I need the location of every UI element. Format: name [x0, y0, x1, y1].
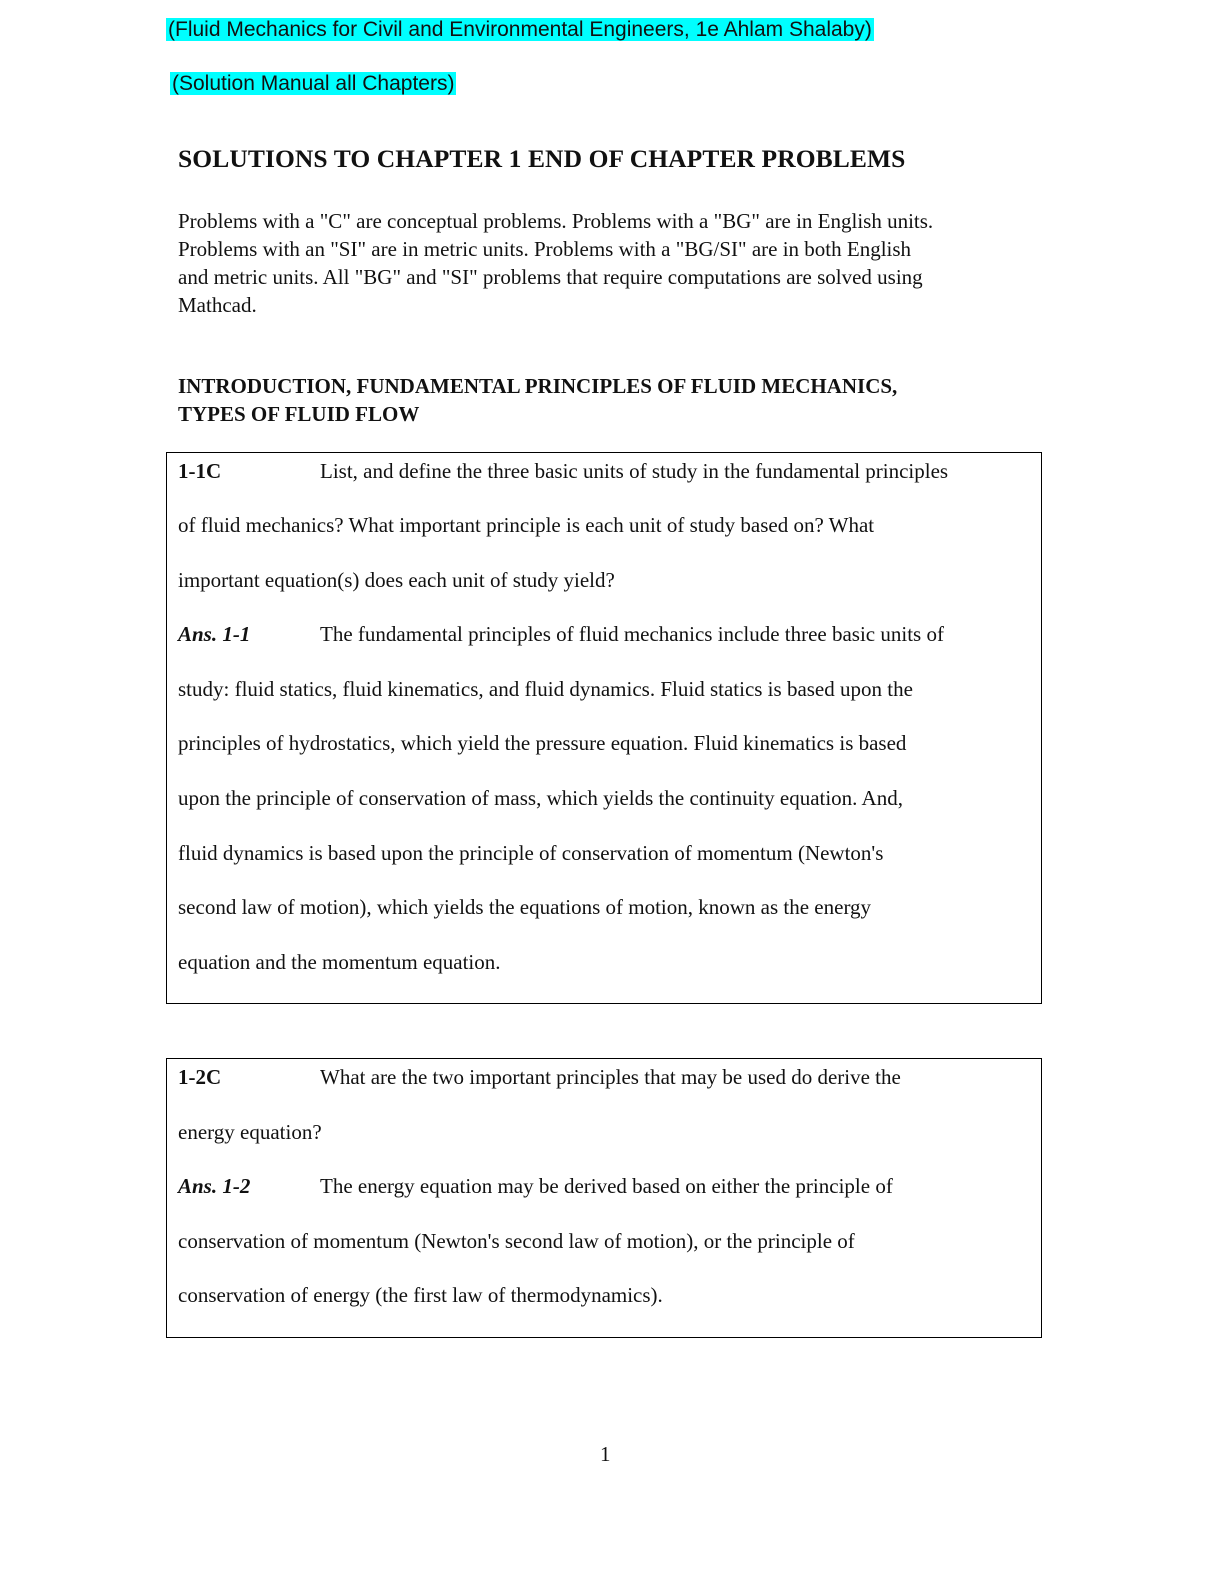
answer-line: equation and the momentum equation.	[178, 950, 501, 974]
intro-paragraph	[178, 207, 1058, 319]
problem-question-line	[178, 457, 948, 485]
answer-line: second law of motion), which yields the equations of motion, known as the energy	[178, 895, 872, 919]
page-number: 1	[600, 1442, 611, 1466]
answer-line: conservation of energy (the first law of thermodynamics).	[178, 1283, 663, 1307]
problem-question-line: energy equation?	[178, 1120, 322, 1144]
problem-box-1-2c	[166, 1058, 1042, 1338]
section-heading-line: INTRODUCTION, FUNDAMENTAL PRINCIPLES OF FLUID MECHANICS,	[178, 374, 898, 398]
answer-line: study: fluid statics, fluid kinematics, and fluid dynamics. Fluid statics is based upon the	[178, 677, 913, 701]
problem-box-1-1c	[166, 452, 1042, 1004]
header-highlight-subtitle	[170, 71, 456, 97]
problem-question-line: of fluid mechanics? What important principle is each unit of study based on? What	[178, 513, 875, 537]
header-highlight-title-text: (Fluid Mechanics for Civil and Environmental Engineers, 1e Ahlam Shalaby)	[168, 18, 872, 41]
answer-line	[178, 1172, 893, 1200]
answer-line: principles of hydrostatics, which yield the pressure equation. Fluid kinematics is based	[178, 731, 907, 755]
answer-text: The energy equation may be derived based on either the principle of	[320, 1174, 893, 1198]
intro-line: Problems with a "C" are conceptual problems. Problems with a "BG" are in English units.	[178, 209, 934, 233]
intro-line: Problems with an "SI" are in metric units. Problems with a "BG/SI" are in both English	[178, 237, 912, 261]
intro-line: Mathcad.	[178, 293, 257, 317]
answer-label: Ans. 1-1	[178, 622, 251, 646]
intro-line: and metric units. All "BG" and "SI" problems that require computations are solved using	[178, 265, 923, 289]
answer-label: Ans. 1-2	[178, 1174, 251, 1198]
answer-line: upon the principle of conservation of mass, which yields the continuity equation. And,	[178, 786, 903, 810]
answer-line: fluid dynamics is based upon the principle of conservation of momentum (Newton's	[178, 841, 884, 865]
problem-id: 1-2C	[178, 1065, 222, 1089]
chapter-title: SOLUTIONS TO CHAPTER 1 END OF CHAPTER PROBLEMS	[178, 144, 906, 173]
section-heading	[178, 372, 897, 428]
problem-id: 1-1C	[178, 459, 222, 483]
header-highlight-title	[166, 17, 874, 43]
answer-text: The fundamental principles of fluid mechanics include three basic units of	[320, 622, 944, 646]
answer-line	[178, 620, 944, 648]
section-heading-line: TYPES OF FLUID FLOW	[178, 402, 420, 426]
problem-question-line: important equation(s) does each unit of study yield?	[178, 568, 615, 592]
problem-question-line	[178, 1063, 901, 1091]
question-text: What are the two important principles that may be used do derive the	[320, 1065, 901, 1089]
answer-line: conservation of momentum (Newton's second law of motion), or the principle of	[178, 1229, 855, 1253]
question-text: List, and define the three basic units of study in the fundamental principles	[320, 459, 949, 483]
header-highlight-subtitle-text: (Solution Manual all Chapters)	[172, 72, 455, 95]
